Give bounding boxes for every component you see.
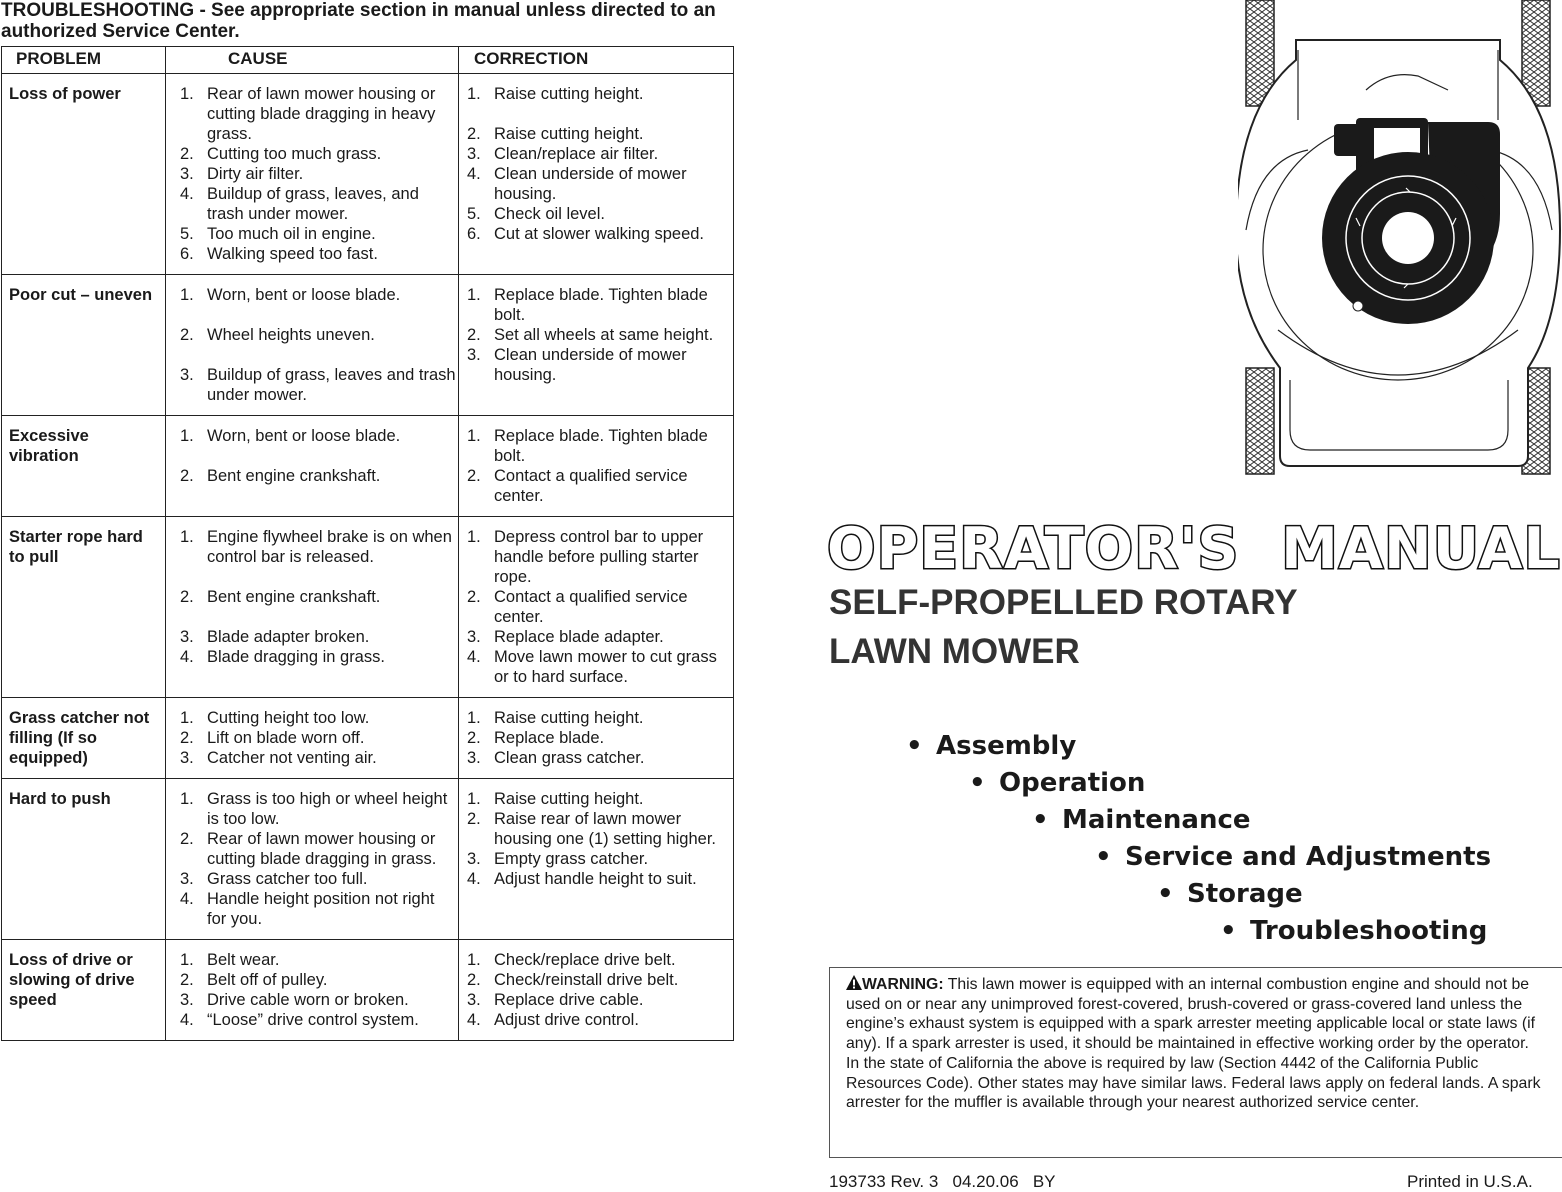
cause-item: 1. Belt wear. <box>180 951 280 969</box>
table-row <box>2 74 734 275</box>
column-header-problem: PROBLEM <box>2 47 166 74</box>
cause-item: 4. Blade dragging in grass. <box>180 648 385 666</box>
section-list-item: • Maintenance <box>1032 805 1251 835</box>
cause-item: 3. Blade adapter broken. <box>180 628 370 646</box>
correction-cell <box>459 940 734 1041</box>
section-list-item: • Troubleshooting <box>1220 916 1488 946</box>
correction-item: 3. Empty grass catcher. <box>467 850 649 868</box>
column-header-cause: CAUSE <box>166 47 459 74</box>
correction-item: 4. Adjust handle height to suit. <box>467 870 697 888</box>
cause-item: 1. Rear of lawn mower housing or cutting blade dragging in heavy grass. <box>180 85 436 143</box>
warning-triangle-icon <box>846 975 862 990</box>
cause-item: 3. Drive cable worn or broken. <box>180 991 409 1009</box>
correction-item: 3. Clean/replace air filter. <box>467 145 659 163</box>
correction-item: 1. Raise cutting height. <box>467 85 644 103</box>
cause-item: 2. Wheel heights uneven. <box>180 326 375 344</box>
cause-cell <box>166 779 459 940</box>
cause-item: 4. “Loose” drive control system. <box>180 1011 419 1029</box>
correction-item: 1. Raise cutting height. <box>467 790 644 808</box>
document-number: 193733 Rev. 3 04.20.06 BY <box>829 1172 1056 1191</box>
table-row <box>2 416 734 517</box>
correction-item: 2. Check/reinstall drive belt. <box>467 971 679 989</box>
troubleshooting-table <box>1 46 734 1041</box>
cause-cell <box>166 275 459 416</box>
problem-cell: Excessive vibration <box>2 416 166 517</box>
warning-box <box>829 967 1562 1158</box>
section-list-item: • Storage <box>1157 879 1303 909</box>
cause-item: 6. Walking speed too fast. <box>180 245 378 263</box>
section-list-item: • Assembly <box>906 731 1077 761</box>
correction-item: 2. Replace blade. <box>467 729 605 747</box>
correction-item: 3. Replace blade adapter. <box>467 628 664 646</box>
cause-item: 3. Dirty air filter. <box>180 165 304 183</box>
cause-item: 1. Worn, bent or loose blade. <box>180 286 401 304</box>
table-row <box>2 940 734 1041</box>
cause-item: 4. Buildup of grass, leaves, and trash under mower. <box>180 185 419 223</box>
section-list-item: • Service and Adjustments <box>1095 842 1492 872</box>
problem-cell: Grass catcher not filling (If so equipped) <box>2 698 166 779</box>
correction-item: 3. Clean grass catcher. <box>467 749 645 767</box>
subtitle-line-1: SELF-PROPELLED ROTARY <box>829 583 1298 622</box>
correction-item: 2. Contact a qualified service center. <box>467 467 688 505</box>
warning-paragraph-1: WARNING: This lawn mower is equipped with an internal combustion engine and should not be used on or near any unimproved forest-covered, brush-covered or grass-covered land unless the engine’s exhaust system is equipped with a spark arrester meeting applicable local or state laws (if any). If a spark arrester is used, it should be maintained in effective working order by the operator. <box>846 976 1535 1053</box>
cause-item: 1. Worn, bent or loose blade. <box>180 427 401 445</box>
correction-item: 6. Cut at slower walking speed. <box>467 225 705 243</box>
correction-cell <box>459 517 734 698</box>
section-list-item: • Operation <box>969 768 1146 798</box>
correction-cell <box>459 275 734 416</box>
cause-item: 2. Bent engine crankshaft. <box>180 467 381 485</box>
cause-item: 3. Catcher not venting air. <box>180 749 377 767</box>
correction-cell <box>459 698 734 779</box>
cause-item: 2. Bent engine crankshaft. <box>180 588 381 606</box>
correction-item: 1. Depress control bar to upper handle before pulling starter rope. <box>467 528 704 586</box>
correction-item: 2. Set all wheels at same height. <box>467 326 714 344</box>
correction-item: 1. Replace blade. Tighten blade bolt. <box>467 286 708 324</box>
cause-item: 2. Lift on blade worn off. <box>180 729 365 747</box>
correction-item: 4. Clean underside of mower housing. <box>467 165 687 203</box>
cause-item: 5. Too much oil in engine. <box>180 225 376 243</box>
cause-cell <box>166 698 459 779</box>
manual-title: OPERATOR'S MANUAL <box>827 516 1561 582</box>
cause-cell <box>166 74 459 275</box>
table-row <box>2 517 734 698</box>
table-row <box>2 698 734 779</box>
cause-item: 1. Engine flywheel brake is on when control bar is released. <box>180 528 452 566</box>
correction-item: 4. Adjust drive control. <box>467 1011 639 1029</box>
cause-item: 1. Grass is too high or wheel height is too low. <box>180 790 448 828</box>
problem-cell: Poor cut – uneven <box>2 275 166 416</box>
cause-item: 4. Handle height position not right for you. <box>180 890 435 928</box>
correction-cell <box>459 416 734 517</box>
correction-item: 1. Raise cutting height. <box>467 709 644 727</box>
problem-cell: Starter rope hard to pull <box>2 517 166 698</box>
cause-item: 3. Grass catcher too full. <box>180 870 368 888</box>
table-header-row <box>2 47 734 74</box>
cause-cell <box>166 517 459 698</box>
lawn-mower-top-view-icon <box>1238 0 1562 478</box>
warning-paragraph-2: In the state of California the above is required by law (Section 4442 of the California Public Resources Code). Other states may have similar laws. Federal laws apply on federal lands. A spark arrester for the muffler is available through your nearest authorized service center. <box>846 1054 1541 1112</box>
cause-item: 2. Cutting too much grass. <box>180 145 382 163</box>
cause-item: 2. Belt off of pulley. <box>180 971 328 989</box>
correction-item: 1. Check/replace drive belt. <box>467 951 676 969</box>
correction-item: 3. Clean underside of mower housing. <box>467 346 687 384</box>
problem-cell: Loss of power <box>2 74 166 275</box>
troubleshooting-table-body <box>2 74 734 1041</box>
subtitle-line-2: LAWN MOWER <box>829 632 1080 671</box>
table-row <box>2 275 734 416</box>
cause-item: 2. Rear of lawn mower housing or cutting blade dragging in grass. <box>180 830 437 868</box>
printed-in: Printed in U.S.A. <box>1407 1172 1533 1191</box>
troubleshooting-heading: TROUBLESHOOTING - See appropriate section in manual unless directed to an authorized Service Center. <box>1 0 716 42</box>
cause-cell <box>166 940 459 1041</box>
correction-item: 4. Move lawn mower to cut grass or to hard surface. <box>467 648 717 686</box>
column-header-correction: CORRECTION <box>459 47 734 74</box>
cause-item: 3. Buildup of grass, leaves and trash under mower. <box>180 366 456 404</box>
correction-cell <box>459 74 734 275</box>
correction-item: 5. Check oil level. <box>467 205 605 223</box>
correction-item: 2. Contact a qualified service center. <box>467 588 688 626</box>
correction-item: 2. Raise rear of lawn mower housing one (1) setting higher. <box>467 810 716 848</box>
warning-label: WARNING: <box>862 976 944 993</box>
correction-item: 2. Raise cutting height. <box>467 125 644 143</box>
correction-item: 1. Replace blade. Tighten blade bolt. <box>467 427 708 465</box>
problem-cell: Hard to push <box>2 779 166 940</box>
correction-item: 3. Replace drive cable. <box>467 991 644 1009</box>
problem-cell: Loss of drive or slowing of drive speed <box>2 940 166 1041</box>
cause-item: 1. Cutting height too low. <box>180 709 370 727</box>
correction-cell <box>459 779 734 940</box>
table-row <box>2 779 734 940</box>
cause-cell <box>166 416 459 517</box>
